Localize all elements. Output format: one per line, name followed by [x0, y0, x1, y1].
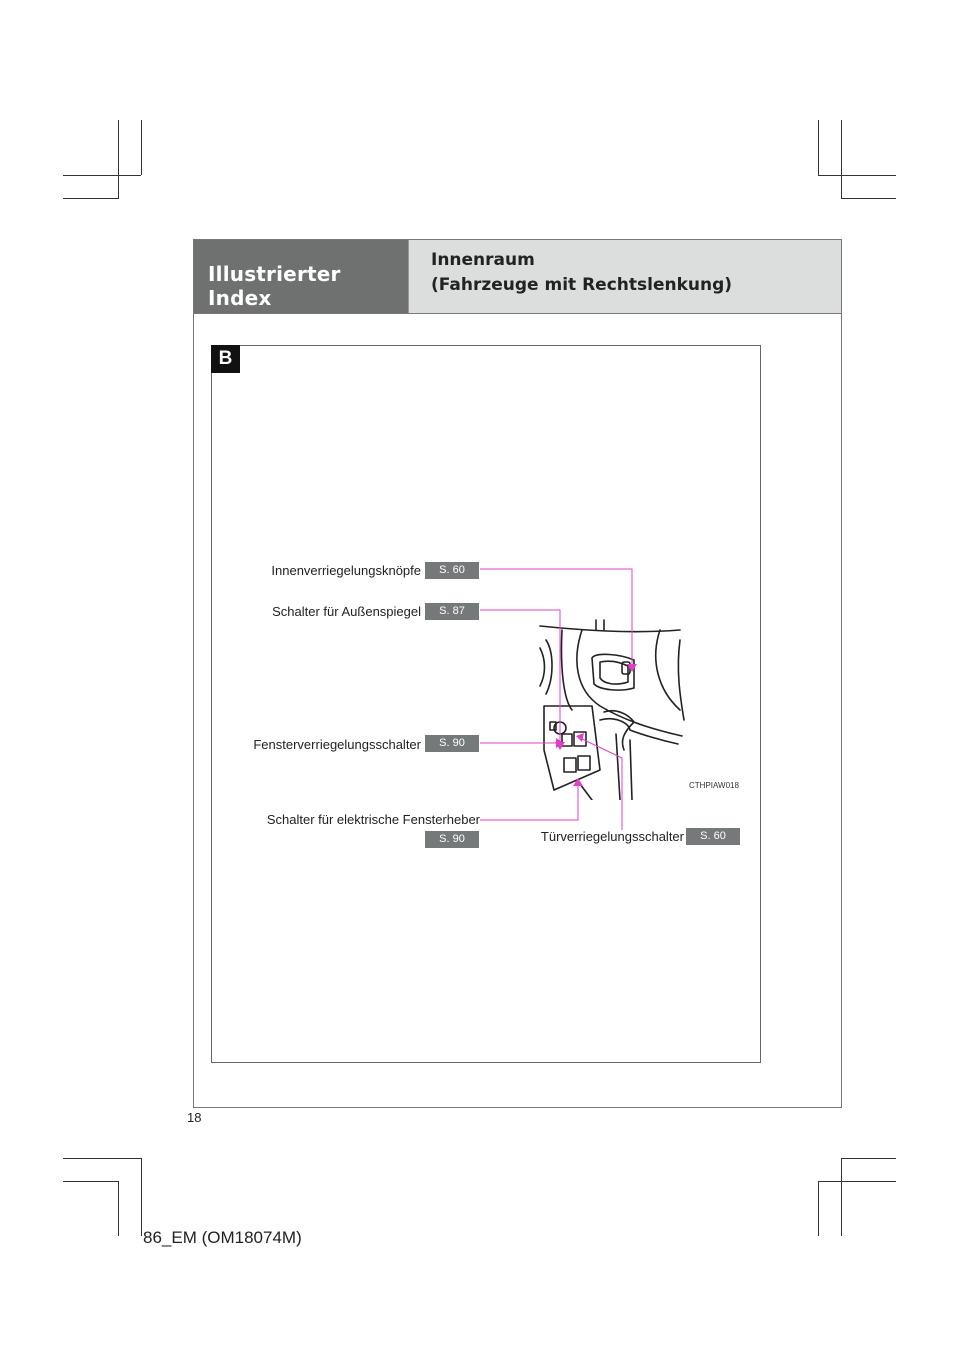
page-subtitle: (Fahrzeuge mit Rechtslenkung): [431, 275, 733, 295]
footer-code: 86_EM (OM18074M): [143, 1228, 302, 1247]
page-title: Innenraum: [431, 250, 535, 270]
page-ref-window-lock-switch[interactable]: S. 90: [425, 735, 479, 752]
page-ref-power-window-switch[interactable]: S. 90: [425, 831, 479, 848]
page-number: 18: [187, 1110, 202, 1125]
callout-label-mirror-switch: Schalter für Außenspiegel: [272, 604, 421, 619]
callout-label-window-lock-switch: Fensterverriegelungsschalter: [253, 737, 421, 752]
section-label: Illustrierter Index: [208, 262, 341, 310]
image-code: CTHPIAW018: [689, 781, 739, 790]
page-ref-door-lock-switch[interactable]: S. 60: [686, 828, 740, 845]
callout-label-power-window-switch: Schalter für elektrische Fensterheber: [266, 812, 480, 827]
figure-badge: B: [211, 345, 240, 373]
callout-label-door-lock-switch: Türverriegelungsschalter: [540, 829, 684, 844]
page-ref-inner-lock-knobs[interactable]: S. 60: [425, 562, 479, 579]
page-ref-mirror-switch[interactable]: S. 87: [425, 603, 479, 620]
callout-label-inner-lock-knobs: Innenverriegelungsknöpfe: [271, 563, 421, 578]
